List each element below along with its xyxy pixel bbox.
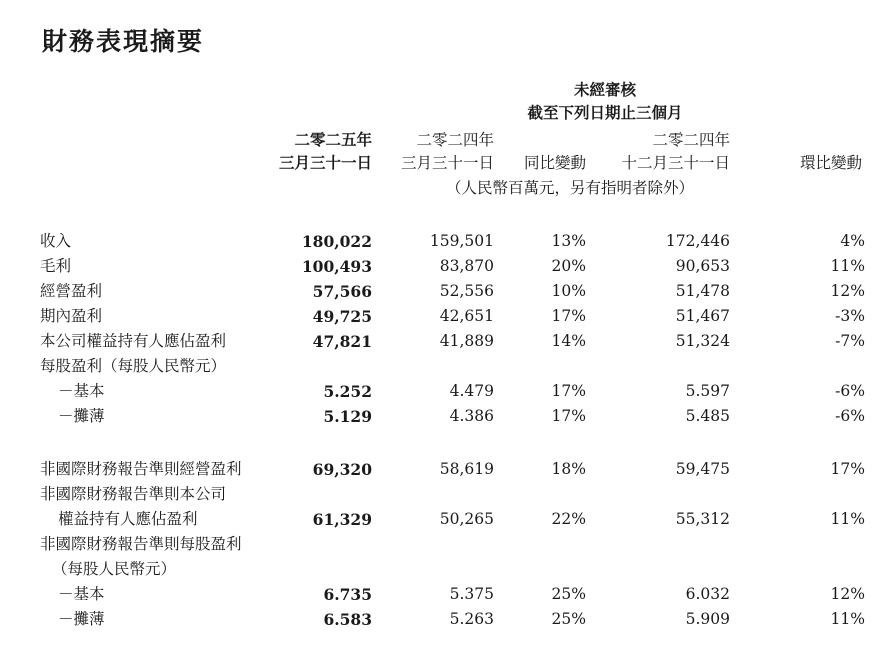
table-row (40, 354, 865, 379)
col-2025-year-header: 二零二五年 (294, 130, 372, 149)
row-label: 非國際財務報告準則每股盈利 (40, 535, 242, 553)
financial-summary-table (40, 229, 865, 632)
value-2024q4: 5.909 (685, 610, 730, 628)
value-2025: 5.129 (323, 407, 372, 426)
table-row (40, 607, 865, 632)
value-qoq: 17% (830, 460, 865, 478)
value-yoy: 14% (551, 332, 586, 350)
col-qoq-header: 環比變動 (799, 154, 862, 172)
value-yoy: 10% (551, 282, 586, 300)
table-row (40, 557, 865, 582)
value-qoq: -6% (835, 407, 865, 425)
value-2024q4: 51,467 (675, 307, 730, 325)
value-qoq: 11% (830, 257, 865, 275)
value-qoq: 11% (830, 510, 865, 528)
value-yoy: 22% (551, 510, 586, 528)
value-2025: 47,821 (312, 332, 372, 351)
row-label: 期內盈利 (40, 307, 103, 325)
value-2024q4: 5.485 (685, 407, 730, 425)
value-yoy: 17% (551, 382, 586, 400)
value-2024q1: 5.263 (449, 610, 494, 628)
row-label: 收入 (40, 232, 72, 250)
value-yoy: 25% (551, 610, 586, 628)
spacer-row (40, 429, 865, 457)
value-2024q4: 51,324 (675, 332, 730, 350)
value-2024q1: 5.375 (449, 585, 494, 603)
value-qoq: -3% (835, 307, 865, 325)
col-yoy-header: 同比變動 (523, 154, 586, 172)
value-2025: 49,725 (312, 307, 372, 326)
value-2024q1: 4.479 (449, 382, 494, 400)
row-label: －基本 (58, 585, 105, 603)
value-2025: 6.583 (323, 610, 372, 629)
row-label: 經營盈利 (40, 282, 103, 300)
value-2024q1: 159,501 (429, 232, 494, 250)
row-label: 每股盈利（每股人民幣元） (40, 357, 227, 375)
value-2025: 6.735 (323, 585, 372, 604)
value-2024q1: 4.386 (449, 407, 494, 425)
value-yoy: 18% (551, 460, 586, 478)
value-yoy: 20% (551, 257, 586, 275)
value-qoq: -6% (835, 382, 865, 400)
value-2024q1: 42,651 (439, 307, 494, 325)
row-label: －基本 (58, 382, 105, 400)
row-label: 非國際財務報告準則本公司 (40, 485, 227, 503)
value-2024q4: 90,653 (675, 257, 730, 275)
value-qoq: 12% (830, 282, 865, 300)
value-2025: 61,329 (312, 510, 372, 529)
value-yoy: 17% (551, 307, 586, 325)
table-row (40, 482, 865, 507)
value-2024q4: 59,475 (675, 460, 730, 478)
table-row (40, 304, 865, 329)
value-2024q1: 41,889 (439, 332, 494, 350)
row-label: （每股人民幣元） (52, 560, 177, 578)
row-label: －攤薄 (58, 407, 105, 425)
value-2024q1: 83,870 (439, 257, 494, 275)
col-2024q4-year-header: 二零二四年 (652, 131, 730, 149)
row-label: 權益持有人應佔盈利 (58, 510, 198, 528)
table-row (40, 507, 865, 532)
row-label: －攤薄 (58, 610, 105, 628)
unit-note: （人民幣百萬元，另有指明者除外） (445, 179, 694, 197)
col-2024q4-date-header: 十二月三十一日 (621, 154, 730, 172)
value-2024q4: 51,478 (675, 282, 730, 300)
value-qoq: -7% (835, 332, 865, 350)
value-qoq: 12% (830, 585, 865, 603)
value-2025: 69,320 (312, 460, 372, 479)
value-2024q4: 55,312 (675, 510, 730, 528)
value-2025: 100,493 (301, 257, 372, 276)
value-qoq: 11% (830, 610, 865, 628)
col-2024q1-year-header: 二零二四年 (416, 131, 494, 149)
value-2024q4: 6.032 (685, 585, 730, 603)
value-2025: 57,566 (312, 282, 372, 301)
col-2025-date-header: 三月三十一日 (278, 153, 372, 172)
row-label: 本公司權益持有人應佔盈利 (40, 332, 227, 350)
table-row (40, 379, 865, 404)
table-row (40, 254, 865, 279)
audit-status-header: 未經審核 (573, 80, 636, 99)
value-yoy: 17% (551, 407, 586, 425)
value-2025: 180,022 (301, 232, 372, 251)
col-2024q1-date-header: 三月三十一日 (400, 154, 494, 172)
period-header: 截至下列日期止三個月 (527, 103, 683, 122)
value-2024q1: 50,265 (439, 510, 494, 528)
value-2025: 5.252 (323, 382, 372, 401)
table-row (40, 582, 865, 607)
table-row (40, 457, 865, 482)
value-2024q1: 58,619 (439, 460, 494, 478)
table-row (40, 329, 865, 354)
value-yoy: 13% (551, 232, 586, 250)
table-row (40, 279, 865, 304)
value-2024q4: 172,446 (665, 232, 730, 250)
value-2024q4: 5.597 (685, 382, 730, 400)
table-row (40, 532, 865, 557)
table-row (40, 404, 865, 429)
row-label: 毛利 (40, 257, 72, 275)
page-title: 財務表現摘要 (42, 27, 205, 56)
row-label: 非國際財務報告準則經營盈利 (40, 460, 242, 478)
value-qoq: 4% (840, 232, 865, 250)
value-2024q1: 52,556 (439, 282, 494, 300)
value-yoy: 25% (551, 585, 586, 603)
table-row (40, 229, 865, 254)
